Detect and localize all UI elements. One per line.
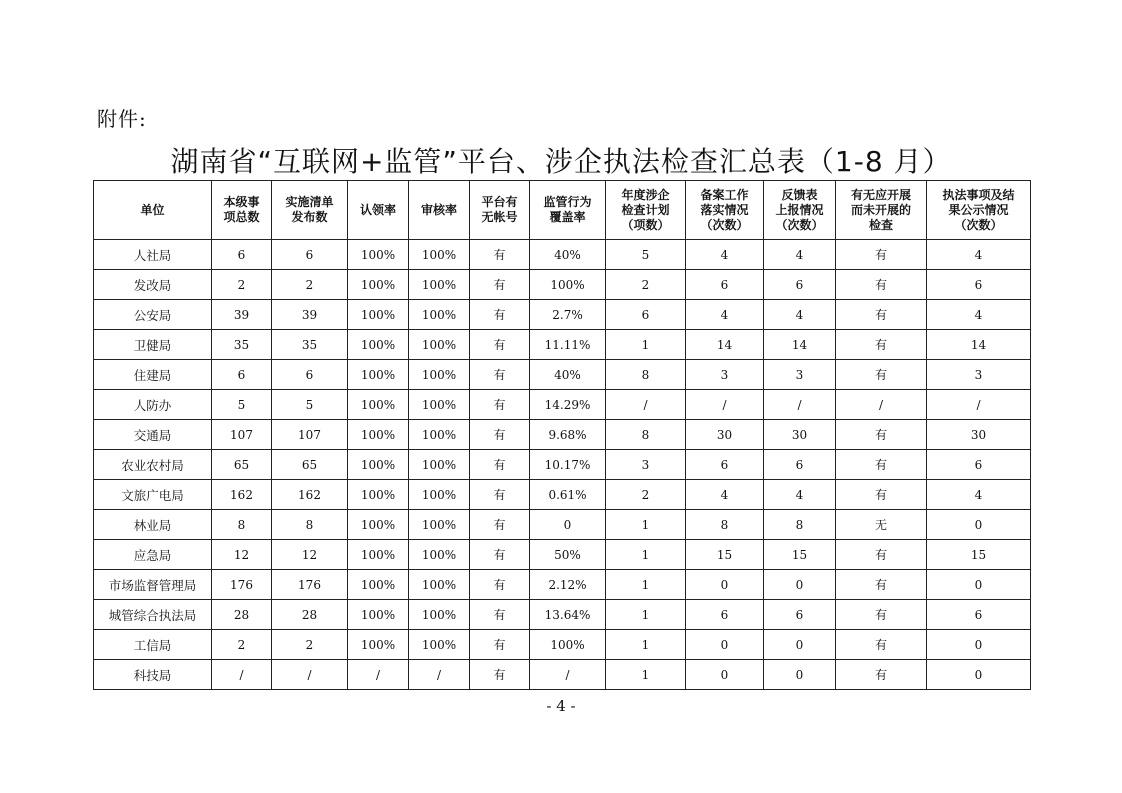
table-row xyxy=(94,420,1031,450)
table-cell: 100% xyxy=(530,630,606,660)
table-cell: 8 xyxy=(212,510,272,540)
unit-cell: 工信局 xyxy=(94,630,212,660)
table-cell: 1 xyxy=(606,630,686,660)
column-header-line: 单位 xyxy=(140,202,165,217)
table-row xyxy=(94,570,1031,600)
table-cell: 4 xyxy=(764,480,836,510)
table-cell: 14 xyxy=(927,330,1031,360)
table-cell: / xyxy=(927,390,1031,420)
table-cell: 30 xyxy=(686,420,764,450)
column-header-line: 监管行为 xyxy=(543,195,592,209)
unit-cell: 发改局 xyxy=(94,270,212,300)
table-cell: / xyxy=(348,660,409,690)
table-cell: 12 xyxy=(212,540,272,570)
table-header-row xyxy=(94,181,1031,240)
table-cell: 39 xyxy=(272,300,348,330)
table-cell: 有 xyxy=(470,240,530,270)
table-cell: 0 xyxy=(764,630,836,660)
table-cell: 176 xyxy=(272,570,348,600)
table-cell: 14.29% xyxy=(530,390,606,420)
column-header-line: 平台有 xyxy=(481,195,518,209)
table-cell: 8 xyxy=(764,510,836,540)
summary-table xyxy=(93,180,1031,690)
table-cell: 40% xyxy=(530,360,606,390)
table-cell: 有 xyxy=(470,600,530,630)
table-cell: 100% xyxy=(348,630,409,660)
table-cell: 35 xyxy=(212,330,272,360)
table-cell: 1 xyxy=(606,540,686,570)
unit-cell: 人防办 xyxy=(94,390,212,420)
column-header xyxy=(212,181,272,240)
table-cell: 有 xyxy=(836,480,927,510)
column-header xyxy=(409,181,470,240)
table-cell: 0 xyxy=(686,570,764,600)
unit-cell: 住建局 xyxy=(94,360,212,390)
table-cell: 100% xyxy=(409,240,470,270)
table-cell: 0 xyxy=(927,630,1031,660)
table-cell: / xyxy=(606,390,686,420)
table-cell: 4 xyxy=(927,300,1031,330)
column-header-line: （次数） xyxy=(775,217,824,232)
table-cell: 100% xyxy=(409,600,470,630)
table-cell: 100% xyxy=(348,330,409,360)
table-cell: 8 xyxy=(606,420,686,450)
table-cell: 0 xyxy=(530,510,606,540)
table-cell: 6 xyxy=(606,300,686,330)
table-cell: 100% xyxy=(348,300,409,330)
table-cell: 100% xyxy=(409,480,470,510)
table-cell: 100% xyxy=(409,540,470,570)
table-row xyxy=(94,390,1031,420)
column-header xyxy=(348,181,409,240)
table-cell: 6 xyxy=(212,240,272,270)
table-cell: 0 xyxy=(686,630,764,660)
table-cell: 0 xyxy=(927,510,1031,540)
table-cell: 6 xyxy=(686,450,764,480)
attachment-label: 附件: xyxy=(97,107,147,131)
table-cell: 有 xyxy=(836,360,927,390)
table-cell: 有 xyxy=(836,300,927,330)
table-cell: 6 xyxy=(927,270,1031,300)
column-header-line: 上报情况 xyxy=(775,202,824,217)
column-header-line: 覆盖率 xyxy=(549,210,586,224)
table-body xyxy=(94,240,1031,690)
table-cell: 3 xyxy=(686,360,764,390)
column-header-line: 检查 xyxy=(868,217,893,232)
unit-cell: 文旅广电局 xyxy=(94,480,212,510)
unit-cell: 人社局 xyxy=(94,240,212,270)
table-cell: 65 xyxy=(212,450,272,480)
table-cell: 4 xyxy=(927,240,1031,270)
table-cell: / xyxy=(409,660,470,690)
table-cell: 2 xyxy=(272,630,348,660)
table-cell: 6 xyxy=(764,600,836,630)
table-cell: 100% xyxy=(348,480,409,510)
table-cell: / xyxy=(272,660,348,690)
table-cell: 2.12% xyxy=(530,570,606,600)
column-header-line: 实施清单 xyxy=(285,195,334,209)
table-cell: 2.7% xyxy=(530,300,606,330)
table-cell: 100% xyxy=(409,360,470,390)
table-cell: 100% xyxy=(409,270,470,300)
table-cell: 100% xyxy=(409,450,470,480)
table-cell: 100% xyxy=(348,420,409,450)
column-header xyxy=(470,181,530,240)
table-cell: 100% xyxy=(348,570,409,600)
table-cell: 5 xyxy=(272,390,348,420)
column-header-line: 认领率 xyxy=(359,202,396,217)
table-cell: 有 xyxy=(836,420,927,450)
table-cell: 100% xyxy=(409,390,470,420)
column-header xyxy=(927,181,1031,240)
table-cell: 4 xyxy=(686,300,764,330)
page-number: - 4 - xyxy=(546,697,576,715)
table-cell: 12 xyxy=(272,540,348,570)
table-cell: 100% xyxy=(409,420,470,450)
table-cell: 14 xyxy=(764,330,836,360)
column-header-line: 无帐号 xyxy=(481,210,518,224)
table-cell: 162 xyxy=(272,480,348,510)
table-cell: 6 xyxy=(764,450,836,480)
table-cell: 100% xyxy=(530,270,606,300)
table-cell: 有 xyxy=(836,660,927,690)
unit-cell: 科技局 xyxy=(94,660,212,690)
column-header-line: 备案工作 xyxy=(700,187,749,202)
table-cell: 100% xyxy=(409,630,470,660)
table-cell: 5 xyxy=(212,390,272,420)
table-cell: 100% xyxy=(409,570,470,600)
table-cell: 3 xyxy=(606,450,686,480)
column-header-line: 果公示情况 xyxy=(948,202,1009,217)
table-cell: 有 xyxy=(470,270,530,300)
unit-cell: 应急局 xyxy=(94,540,212,570)
column-header-line: 有无应开展 xyxy=(850,187,911,202)
table-cell: 5 xyxy=(606,240,686,270)
table-cell: 30 xyxy=(764,420,836,450)
table-cell: 0 xyxy=(764,570,836,600)
table-row xyxy=(94,660,1031,690)
table-cell: 8 xyxy=(686,510,764,540)
table-cell: 有 xyxy=(470,630,530,660)
table-cell: 有 xyxy=(836,540,927,570)
table-cell: 2 xyxy=(272,270,348,300)
table-cell: 100% xyxy=(348,540,409,570)
table-cell: 4 xyxy=(927,480,1031,510)
table-cell: 6 xyxy=(927,600,1031,630)
table-cell: 有 xyxy=(836,330,927,360)
table-cell: / xyxy=(836,390,927,420)
table-cell: 有 xyxy=(470,330,530,360)
table-cell: 2 xyxy=(212,630,272,660)
column-header-line: 本级事 xyxy=(223,195,260,209)
table-row xyxy=(94,630,1031,660)
table-row xyxy=(94,600,1031,630)
column-header-line: （次数） xyxy=(954,217,1003,232)
table-cell: 10.17% xyxy=(530,450,606,480)
table-cell: 162 xyxy=(212,480,272,510)
column-header xyxy=(686,181,764,240)
column-header xyxy=(764,181,836,240)
table-cell: / xyxy=(212,660,272,690)
column-header-line: 而未开展的 xyxy=(850,202,911,217)
column-header xyxy=(836,181,927,240)
table-cell: 有 xyxy=(470,300,530,330)
table-cell: 4 xyxy=(686,240,764,270)
table-cell: 3 xyxy=(927,360,1031,390)
table-row xyxy=(94,330,1031,360)
unit-cell: 公安局 xyxy=(94,300,212,330)
column-header-line: 项总数 xyxy=(223,210,260,224)
table-cell: 0 xyxy=(686,660,764,690)
column-header xyxy=(272,181,348,240)
table-cell: 1 xyxy=(606,660,686,690)
table-cell: 65 xyxy=(272,450,348,480)
table-cell: 有 xyxy=(470,450,530,480)
column-header-line: 年度涉企 xyxy=(621,187,670,202)
table-cell: 有 xyxy=(470,390,530,420)
table-cell: 有 xyxy=(470,360,530,390)
table-cell: 1 xyxy=(606,330,686,360)
table-cell: 4 xyxy=(686,480,764,510)
table-row xyxy=(94,450,1031,480)
table-cell: 30 xyxy=(927,420,1031,450)
table-cell: 0 xyxy=(764,660,836,690)
column-header-line: 审核率 xyxy=(420,202,457,217)
column-header-line: 反馈表 xyxy=(781,187,818,202)
table-cell: 100% xyxy=(348,270,409,300)
table-cell: 8 xyxy=(606,360,686,390)
table-cell: 4 xyxy=(764,300,836,330)
document-title: 湖南省“互联网+监管”平台、涉企执法检查汇总表（1-8 月） xyxy=(170,145,952,178)
table-cell: 14 xyxy=(686,330,764,360)
column-header-line: （次数） xyxy=(700,217,749,232)
table-cell: / xyxy=(530,660,606,690)
table-cell: 100% xyxy=(348,600,409,630)
table-cell: 0 xyxy=(927,570,1031,600)
table-cell: 3 xyxy=(764,360,836,390)
table-cell: 6 xyxy=(272,360,348,390)
column-header-line: 执法事项及结 xyxy=(942,187,1015,202)
column-header-line: 检查计划 xyxy=(621,202,670,217)
table-row xyxy=(94,510,1031,540)
table-cell: 有 xyxy=(470,420,530,450)
table-cell: 15 xyxy=(686,540,764,570)
table-cell: 1 xyxy=(606,570,686,600)
table-cell: 9.68% xyxy=(530,420,606,450)
table-cell: 有 xyxy=(836,600,927,630)
table-cell: 8 xyxy=(272,510,348,540)
column-header xyxy=(94,181,212,240)
table-cell: 有 xyxy=(836,630,927,660)
table-row xyxy=(94,480,1031,510)
table-cell: 有 xyxy=(470,660,530,690)
column-header-line: 落实情况 xyxy=(700,202,749,217)
table-cell: 6 xyxy=(686,270,764,300)
table-cell: 100% xyxy=(348,450,409,480)
table-row xyxy=(94,360,1031,390)
table-cell: / xyxy=(686,390,764,420)
table-cell: 1 xyxy=(606,600,686,630)
table-cell: 100% xyxy=(409,510,470,540)
table-cell: 2 xyxy=(212,270,272,300)
unit-cell: 城管综合执法局 xyxy=(94,600,212,630)
table-cell: 6 xyxy=(686,600,764,630)
table-cell: 有 xyxy=(470,570,530,600)
table-row xyxy=(94,540,1031,570)
table-cell: 有 xyxy=(836,450,927,480)
table-cell: 无 xyxy=(836,510,927,540)
column-header-line: （项数） xyxy=(621,217,670,232)
unit-cell: 林业局 xyxy=(94,510,212,540)
table-cell: 有 xyxy=(836,270,927,300)
table-cell: 15 xyxy=(927,540,1031,570)
table-cell: 有 xyxy=(470,540,530,570)
table-cell: 35 xyxy=(272,330,348,360)
unit-cell: 交通局 xyxy=(94,420,212,450)
table-cell: 0.61% xyxy=(530,480,606,510)
table-cell: 107 xyxy=(272,420,348,450)
column-header xyxy=(606,181,686,240)
table-row xyxy=(94,240,1031,270)
column-header xyxy=(530,181,606,240)
table-cell: 有 xyxy=(836,570,927,600)
table-cell: 有 xyxy=(836,240,927,270)
unit-cell: 卫健局 xyxy=(94,330,212,360)
table-cell: 6 xyxy=(764,270,836,300)
table-cell: 100% xyxy=(348,510,409,540)
table-cell: 100% xyxy=(348,390,409,420)
table-cell: 6 xyxy=(272,240,348,270)
table-cell: 100% xyxy=(348,360,409,390)
table-cell: 28 xyxy=(272,600,348,630)
table-cell: 4 xyxy=(764,240,836,270)
table-cell: 6 xyxy=(927,450,1031,480)
table-cell: 40% xyxy=(530,240,606,270)
table-cell: 39 xyxy=(212,300,272,330)
table-cell: 100% xyxy=(409,300,470,330)
table-cell: 28 xyxy=(212,600,272,630)
unit-cell: 市场监督管理局 xyxy=(94,570,212,600)
table-cell: 有 xyxy=(470,510,530,540)
table-row xyxy=(94,270,1031,300)
table-cell: 100% xyxy=(409,330,470,360)
table-cell: 11.11% xyxy=(530,330,606,360)
column-header-line: 发布数 xyxy=(291,210,328,224)
table-cell: 100% xyxy=(348,240,409,270)
table-cell: 1 xyxy=(606,510,686,540)
table-cell: 2 xyxy=(606,270,686,300)
table-row xyxy=(94,300,1031,330)
table-cell: 0 xyxy=(927,660,1031,690)
unit-cell: 农业农村局 xyxy=(94,450,212,480)
table-cell: 176 xyxy=(212,570,272,600)
table-cell: 13.64% xyxy=(530,600,606,630)
table-cell: 15 xyxy=(764,540,836,570)
table-cell: 有 xyxy=(470,480,530,510)
table-cell: 6 xyxy=(212,360,272,390)
table-cell: / xyxy=(764,390,836,420)
table-cell: 50% xyxy=(530,540,606,570)
table-cell: 2 xyxy=(606,480,686,510)
table-cell: 107 xyxy=(212,420,272,450)
